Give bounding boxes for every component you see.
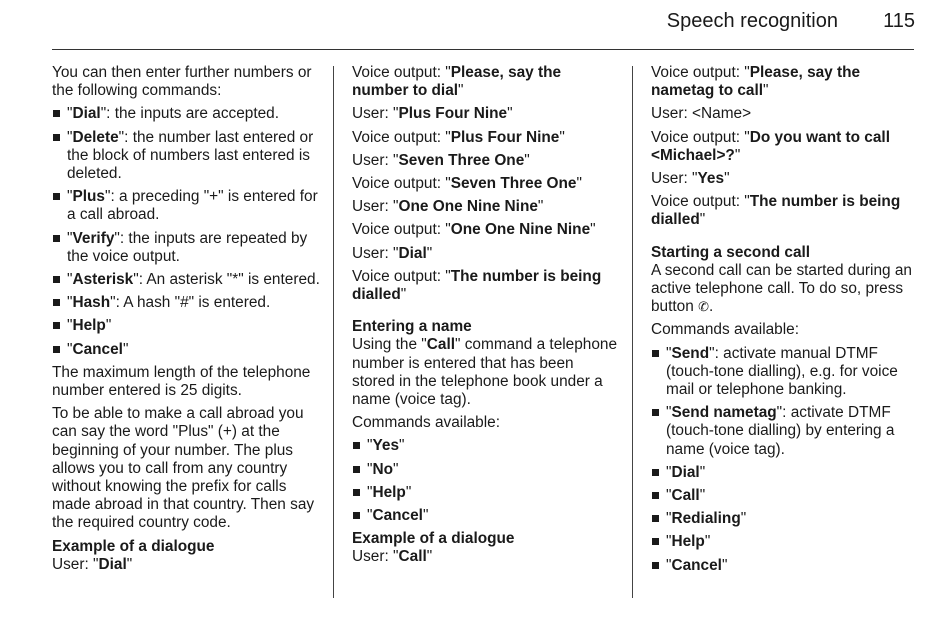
dialogue-line: User: "Seven Three One": [352, 151, 530, 169]
command-item: "Help": [651, 533, 919, 551]
dialogue-line: User: <Name>: [651, 105, 752, 123]
command-item: "Cancel": [651, 557, 919, 575]
bullet-square-icon: [652, 409, 659, 416]
dialogue-line: Voice output: "Seven Three One": [352, 175, 582, 193]
bullet-square-icon: [353, 442, 360, 449]
bullet-square-icon: [652, 350, 659, 357]
dialogue-line: User: "Call": [352, 548, 433, 566]
column-2: [352, 64, 620, 572]
bullet-square-icon: [53, 322, 60, 329]
command-item: "Dial": [651, 464, 919, 482]
command-item: "Dial": the inputs are accepted.: [52, 105, 324, 123]
bullet-square-icon: [353, 466, 360, 473]
command-item: "Hash": A hash "#" is entered.: [52, 294, 324, 312]
command-item: "Redialing": [651, 510, 919, 528]
bullet-square-icon: [53, 235, 60, 242]
second-call-heading: Starting a second call: [651, 243, 811, 261]
command-item: "Plus": a preceding "+" is entered for a call abroad.: [52, 188, 324, 224]
column-3: [651, 64, 919, 580]
command-item: "Asterisk": An asterisk "*" is entered.: [52, 271, 324, 289]
bullet-square-icon: [652, 469, 659, 476]
command-item: "Yes": [352, 437, 620, 455]
dialogue-line: Voice output: "Please, say the nametag to call": [651, 64, 861, 100]
command-item: "Help": [52, 317, 324, 335]
example-heading: Example of a dialogue: [52, 537, 215, 555]
page-number: 115: [883, 10, 915, 32]
command-item: "Cancel": [352, 507, 620, 525]
bullet-square-icon: [53, 193, 60, 200]
phone-handset-icon: ✆: [698, 299, 709, 315]
header-rule: [52, 49, 914, 50]
bullet-square-icon: [53, 346, 60, 353]
dialogue-line: User: "Yes": [651, 170, 730, 188]
entering-name-paragraph: Using the "Call" command a telephone number is entered that has been stored in the telephone book under a name (voice tag).: [352, 336, 618, 409]
column-1: [52, 64, 324, 579]
command-list: [352, 437, 620, 525]
command-item: "Send": activate manual DTMF (touch-tone dialling), e.g. for voice mail or telephone banking.: [651, 345, 919, 400]
example-heading: Example of a dialogue: [352, 530, 515, 548]
command-item: "Help": [352, 484, 620, 502]
command-item: "No": [352, 461, 620, 479]
command-list: [651, 345, 919, 575]
dialogue-line: User: "Dial": [52, 555, 133, 573]
command-item: "Delete": the number last entered or the block of numbers last entered is deleted.: [52, 129, 324, 184]
dialogue-line: User: "Dial": [352, 244, 433, 262]
entering-name-heading: Entering a name: [352, 318, 472, 336]
abroad-paragraph: To be able to make a call abroad you can say the word "Plus" (+) at the beginning of your number. The plus allows you to call from any country without knowing the prefix for calls made abroad in that country. Then say the required country code.: [52, 405, 315, 532]
command-list: [52, 105, 324, 358]
dialogue-line: Voice output: "Do you want to call <Michael>?": [651, 128, 890, 164]
commands-label: Commands available:: [651, 321, 799, 339]
command-item: "Cancel": [52, 341, 324, 359]
bullet-square-icon: [652, 515, 659, 522]
dialogue-line: Voice output: "The number is being dialled": [352, 267, 602, 304]
page-header: [0, 0, 950, 52]
dialogue-line: User: "Plus Four Nine": [352, 105, 513, 123]
bullet-square-icon: [53, 110, 60, 117]
bullet-square-icon: [53, 299, 60, 306]
column-divider: [333, 66, 334, 598]
dialogue-line: Voice output: "Plus Four Nine": [352, 128, 565, 146]
section-title: Speech recognition: [666, 10, 838, 32]
second-call-paragraph: A second call can be started during an active telephone call. To do so, press button ✆.: [651, 261, 912, 316]
command-item: "Call": [651, 487, 919, 505]
intro-paragraph: You can then enter further numbers or the following commands:: [52, 64, 312, 100]
bullet-square-icon: [353, 512, 360, 519]
bullet-square-icon: [652, 492, 659, 499]
bullet-square-icon: [652, 562, 659, 569]
dialogue-line: Voice output: "Please, say the number to dial": [352, 64, 562, 100]
bullet-square-icon: [53, 276, 60, 283]
dialogue-line: Voice output: "One One Nine Nine": [352, 221, 596, 239]
command-item: "Send nametag": activate DTMF (touch-tone dialling) by entering a name (voice tag).: [651, 404, 919, 459]
dialogue-line: User: "One One Nine Nine": [352, 198, 544, 216]
column-divider: [632, 66, 633, 598]
command-item: "Verify": the inputs are repeated by the voice output.: [52, 230, 324, 266]
bullet-square-icon: [353, 489, 360, 496]
bullet-square-icon: [53, 134, 60, 141]
bullet-square-icon: [652, 538, 659, 545]
commands-label: Commands available:: [352, 414, 500, 432]
max-length-paragraph: The maximum length of the telephone number entered is 25 digits.: [52, 363, 311, 400]
dialogue-line: Voice output: "The number is being dialled": [651, 193, 901, 229]
